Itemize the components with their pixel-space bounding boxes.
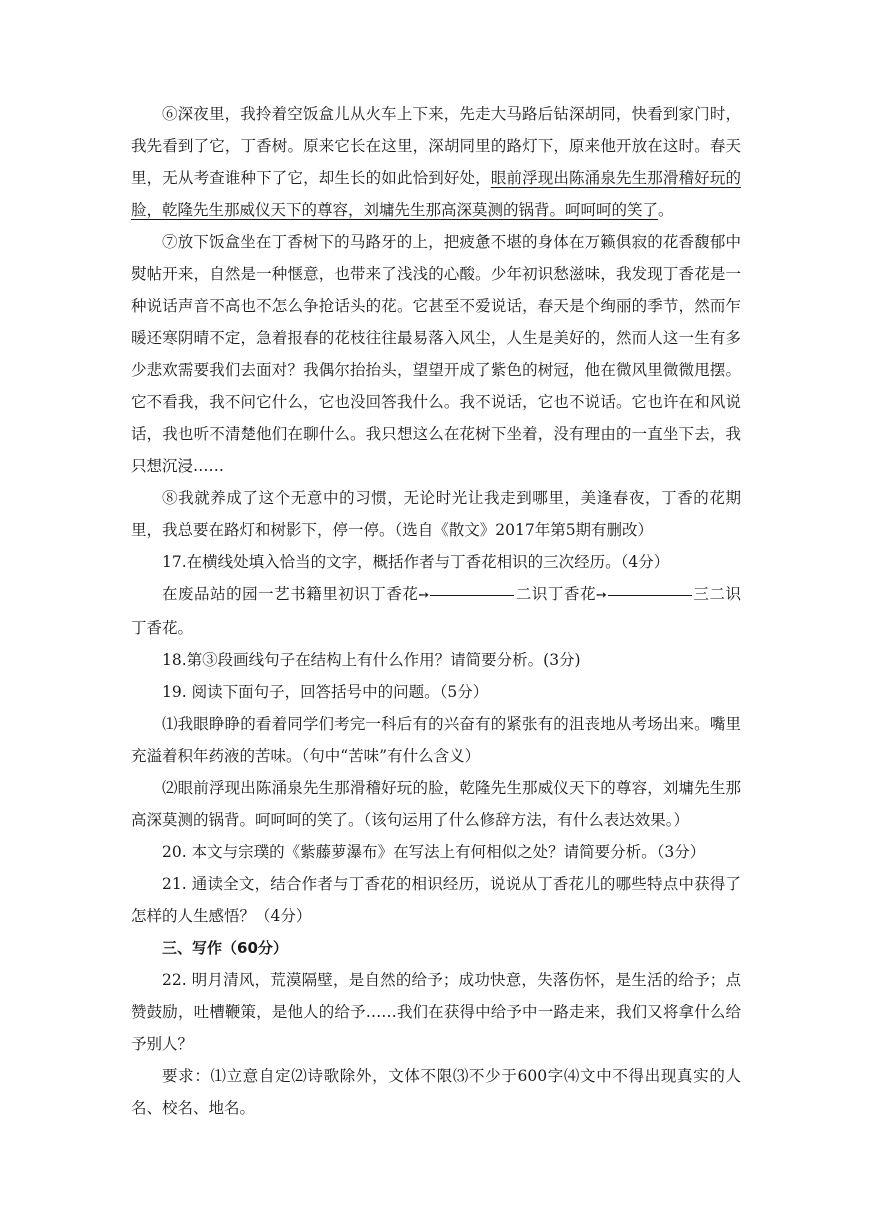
paragraph-6-end: 。: [658, 201, 674, 219]
arrow-right-icon: ➙: [595, 588, 607, 603]
q17-segment-1: 在废品站的园一艺书籍里初识丁香花: [162, 585, 419, 603]
q17-blank-2[interactable]: [608, 594, 692, 596]
paragraph-6-text: ⑥深夜里，我拎着空饭盒儿从火车上下来，先走大马路后钻深胡同，快看到家门时，我先看到了它，丁香树。原来它长在这里，深胡同里的路灯下，原来他开放在这时。春天里，无从考查谁种下了它，却生长的如此恰到好处，: [131, 105, 741, 187]
q17-blank-1[interactable]: [430, 594, 514, 596]
question-17-answer-line: [131, 578, 741, 644]
question-19-title: 19. 阅读下面句子，回答括号中的问题。（5分）: [162, 683, 489, 701]
question-19-sentence-2: ⑵眼前浮现出陈涌泉先生那滑稽好玩的脸，乾隆先生那威仪天下的尊容，刘墉先生那高深莫测的锅背。呵呵呵的笑了。（该句运用了什么修辞方法，有什么表达效果。）: [131, 779, 741, 829]
question-20: 20. 本文与宗璞的《紫藤萝瀑布》在写法上有何相似之处？请简要分析。（3分）: [162, 843, 706, 861]
question-21: 21. 通读全文，结合作者与丁香花的相识经历，说说从丁香花儿的哪些特点中获得了怎样的人生感悟？（4分）: [131, 875, 741, 925]
paragraph-6: [131, 98, 741, 226]
writing-requirements: 要求：⑴立意自定⑵诗歌除外，文体不限⑶不少于600字⑷文中不得出现真实的人名、校名、地名。: [131, 1067, 741, 1117]
paragraph-8: ⑧我就养成了这个无意中的习惯，无论时光让我走到哪里，美逢春夜，丁香的花期里，我总要在路灯和树影下，停一停。（选自《散文》2017年第5期有删改）: [131, 489, 741, 539]
section-3-heading: 三、写作（60分）: [162, 939, 288, 957]
question-22: 22. 明月清风，荒漠隔壁，是自然的给予；成功快意，失落伤怀，是生活的给予；点赞鼓励，吐槽鞭策，是他人的给予……我们在获得中给予中一路走来，我们又将拿什么给予别人？: [131, 971, 741, 1053]
question-17-title: 17.在横线处填入恰当的文字，概括作者与丁香花相识的三次经历。（4分）: [162, 553, 670, 571]
paragraph-6-underlined-sentence: 眼前浮现出陈涌泉先生那滑稽好玩的脸，乾隆先生那威仪天下的尊容，刘墉先生那高深莫测的锅背。呵呵呵的笑了: [131, 169, 741, 219]
q17-segment-3: 三二识丁香花。: [131, 585, 741, 637]
document-page: [131, 98, 741, 1124]
question-19-sentence-1: ⑴我眼睁睁的看着同学们考完一科后有的兴奋有的紧张有的沮丧地从考场出来。嘴里充溢着积年药液的苦味。（句中“苦味”有什么含义）: [131, 715, 741, 765]
q17-segment-2: 二识丁香花: [515, 585, 596, 603]
paragraph-7: ⑦放下饭盒坐在丁香树下的马路牙的上，把疲惫不堪的身体在万籁俱寂的花香馥郁中熨帖开来，自然是一种惬意，也带来了浅浅的心酸。少年初识愁滋味，我发现丁香花是一种说话声音不高也不怎么争抢话头的花。它甚至不爱说话，春天是个绚丽的季节，然而乍暖还寒阴晴不定，急着报春的花枝往往最易落入风尘，人生是美好的，然而人这一生有多少悲欢需要我们去面对？我偶尔抬抬头，望望开成了紫色的树冠，他在微风里微微甩摆。它不看我，我不问它什么，它也没回答我什么。我不说话，它也不说话。它也许在和风说话，我也听不清楚他们在聊什么。我只想这么在花树下坐着，没有理由的一直坐下去，我只想沉浸……: [131, 233, 741, 475]
arrow-right-icon: ➙: [418, 588, 430, 603]
question-18: 18.第③段画线句子在结构上有什么作用？请简要分析。(3分): [162, 651, 581, 669]
